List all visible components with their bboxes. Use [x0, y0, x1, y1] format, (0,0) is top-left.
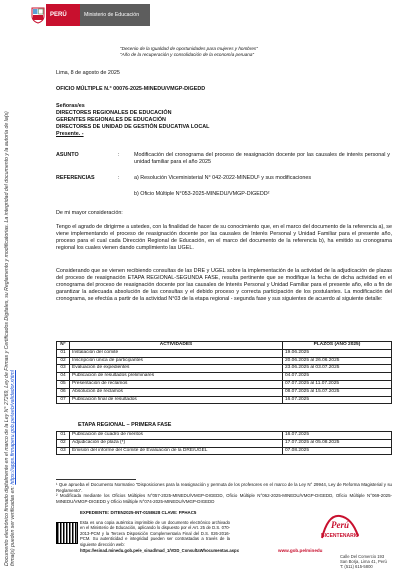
row-activity: Publicación de resultados preliminares	[70, 373, 283, 381]
recipient-line-1: DIRECTORES REGIONALES DE EDUCACIÓN	[56, 110, 172, 116]
authenticity-notice: Esta es una copia auténtica imprimible de un documento electrónico archivado en el Ministerio de Educación, aplicando lo dispuesto por el Art. 25 de D.S. 070-2013-PCM y la Tercera Disposición Complementaria Final del D.S. 026-2016-PCM. Su autenticidad e integridad pueden ser contrastadas a través de la siguiente dirección web:	[80, 520, 230, 547]
footnote-divider	[56, 479, 136, 480]
footnote-1: ¹ Que aprueba el Documento Normativo "Disposiciones para la reasignación y permuta de los profesores en el marco de la Ley N° 29944, Ley de Reforma Magisterial y su Reglamento".	[56, 482, 392, 493]
greeting: De mi mayor consideración:	[56, 210, 123, 216]
row-number: 02	[57, 357, 70, 365]
subject-text: Modificación del cronograma del proceso de reasignación docente por las causales de interés personal y unidad familiar para el año 2025	[134, 152, 390, 165]
table-row	[57, 349, 392, 357]
recipients-salutation: Señoras/es	[56, 103, 85, 109]
references-label: REFERENCIAS	[56, 175, 95, 181]
table-row	[57, 388, 392, 396]
brand-peru-text: Perú	[331, 520, 349, 530]
document-number: OFICIO MÚLTIPLE N.° 00076-2025-MINEDU/VMGP-DIGEDD	[56, 86, 206, 92]
row-number: 01	[57, 349, 70, 357]
reference-b: b) Oficio Múltiple N°053-2025-MINEDU/VMGP-DIGEDD²	[134, 191, 270, 197]
ministry-website[interactable]: www.gob.pe/minedu	[278, 548, 323, 553]
row-number: 02	[57, 439, 70, 447]
table-row	[57, 447, 392, 455]
row-activity: Evaluación de expedientes	[70, 365, 283, 373]
row-deadline: 07.08.2025	[283, 447, 392, 455]
quote-line-2: "Año de la recuperación y consolidación de la economía peruana"	[120, 52, 255, 57]
subject-colon: :	[118, 152, 120, 158]
row-number: 06	[57, 388, 70, 396]
quote-line-1: "Decenio de la Igualdad de oportunidades para mujeres y hombres"	[120, 46, 258, 51]
brand-bicentenario-text: BICENTENARIO	[320, 533, 360, 539]
row-activity: Publicación de cuadro de méritos	[70, 432, 283, 440]
address-line-3: T: (511) 615-5800	[340, 564, 373, 570]
recipient-line-3: DIRECTORES DE UNIDAD DE GESTIÓN EDUCATIVA LOCAL	[56, 124, 210, 130]
recipients-block	[56, 103, 356, 138]
references-colon: :	[118, 175, 120, 181]
table-row	[57, 439, 392, 447]
signature-notice-text: Documento electrónico firmado digitalmente en el marco de la Ley N° 27269, Ley de Firmas y Certificados Digitales, su Reglamento y modificatorias. La integridad del documento y la autoría de la(s) firma(s) pueden ser verificadas en:	[4, 111, 17, 566]
document-date: Lima, 8 de agosto de 2025	[56, 70, 120, 76]
ministry-address	[340, 554, 387, 570]
table-row	[57, 373, 392, 381]
row-activity: Absolución de reclamos	[70, 388, 283, 396]
address-line-1: Calle Del Comercio 193	[340, 554, 385, 559]
table-header-row	[57, 342, 392, 350]
table-row	[57, 396, 392, 404]
row-deadline: 17.07.2025 al 05.08.2025	[283, 439, 392, 447]
table-row	[57, 365, 392, 373]
row-deadline: 16.07.2025	[283, 396, 392, 404]
row-activity: Presentación de reclamos	[70, 380, 283, 388]
qr-code-icon	[56, 522, 78, 544]
subject-label: ASUNTO	[56, 152, 79, 158]
expediente-line: EXPEDIENTE: DITEN2025-INT-0158628 CLAVE: FPHAC5	[80, 510, 197, 515]
table-row	[57, 357, 392, 365]
row-activity: Inscripción única de participantes	[70, 357, 283, 365]
row-activity: Publicación final de resultados	[70, 396, 283, 404]
digital-signature-notice	[4, 96, 28, 566]
row-deadline: 20.06.2025 al 26.06.2025	[283, 357, 392, 365]
row-number: 04	[57, 373, 70, 381]
ministry-label: Ministerio de Educación	[80, 4, 150, 26]
reference-a: a) Resolución Viceministerial N° 042-2022-MINEDU¹ y sus modificaciones	[134, 175, 312, 181]
footnote-2: ² Modificada mediante los Oficios Múltiples N°057-2025-MINEDU/VMGP-DIGEDD, Oficio Múltiple N°062-2025-MINEDU/VMGP-DIGEDD, Oficio Múltiple N°069-2025-MINEDU/VMGP-DIGEDD y Oficio Múltiple N°074-2025-MINEDU/VMGP-DIGEDD	[56, 493, 392, 504]
address-line-2: San Borja, Lima 41, Perú	[340, 559, 387, 565]
table-row	[57, 432, 392, 440]
recipients-present: Presente. -	[56, 131, 84, 137]
document-footer	[56, 510, 400, 570]
row-deadline: 19.06.2025	[283, 349, 392, 357]
row-deadline: 16.07.2025	[283, 432, 392, 440]
row-number: 03	[57, 365, 70, 373]
paragraph-1: Tengo el agrado de dirigirme a ustedes, con la finalidad de hacer de su conocimiento que, en el marco del documento de la referencia a), se viene implementando el proceso de reasignación docente por las causales de Interés Personal y Unidad Familiar para el presente año, proceso para el cual cada Dirección Regional de Educación, en el marco del documento de la referencia b), ha emitido su cronograma regional los cuales vienen dando cumplimiento las UGEL.	[56, 224, 392, 251]
row-number: 07	[57, 396, 70, 404]
row-number: 01	[57, 432, 70, 440]
paragraph-2: Considerando que se vienen recibiendo consultas de las DRE y UGEL sobre la implementación de la actividad de la adjudicación de plazas del proceso de reasignación ETAPA REGIONAL-SEGUNDA FASE, resulta pertinente que se modifique la fecha de dicha actividad en el cronograma del proceso de reasignación docente por las causales de Interés Personal y Unidad Familiar para el presente año, ello a fin de garantizar la adecuada absolución de las consultas y el debido proceso y correcta participación de los postulantes. La modificación del cronograma, se efectúa a partir de la actividad N°03 de la etapa regional - segunda fase y sus siguientes de acuerdo al siguiente detalle:	[56, 268, 392, 302]
header-number: N°	[57, 342, 70, 350]
bicentenario-logo	[318, 510, 362, 544]
validator-link[interactable]: https://apps.firmaperu.gob.pe/web/validador.xhtml	[10, 370, 17, 485]
row-deadline: 08.07.2025 al 15.07.2025	[283, 388, 392, 396]
row-activity: Emisión del informe del Comité de Evaluación de la DRE/UGEL	[70, 447, 283, 455]
header-activities: ACTIVIDADES	[70, 342, 283, 350]
national-crest-icon	[30, 4, 46, 26]
stage-table	[56, 431, 392, 455]
row-deadline: 07.07.2025 al 11.07.2025	[283, 380, 392, 388]
table-row	[57, 380, 392, 388]
country-label: PERÚ	[46, 4, 80, 26]
row-deadline: 04.07.2025	[283, 373, 392, 381]
footnotes	[56, 482, 392, 504]
stage-title: ETAPA REGIONAL – PRIMERA FASE	[78, 422, 172, 428]
official-year-quote	[120, 46, 320, 58]
row-activity: Instalación del comité	[70, 349, 283, 357]
recipient-line-2: GERENTES REGIONALES DE EDUCACIÓN	[56, 117, 166, 123]
verification-url[interactable]: https://esinad.minedu.gob.pe/e_sinad/mad_1/VDD_ConsultaWhocumentas.aspx	[80, 548, 239, 553]
row-activity: Adjudicación de plaza (*)	[70, 439, 283, 447]
row-number: 05	[57, 380, 70, 388]
schedule-table	[56, 341, 392, 404]
header-deadlines: PLAZOS (AÑO 2025)	[283, 342, 392, 350]
letterhead	[30, 4, 150, 26]
row-deadline: 23.06.2025 al 03.07.2025	[283, 365, 392, 373]
row-number: 03	[57, 447, 70, 455]
